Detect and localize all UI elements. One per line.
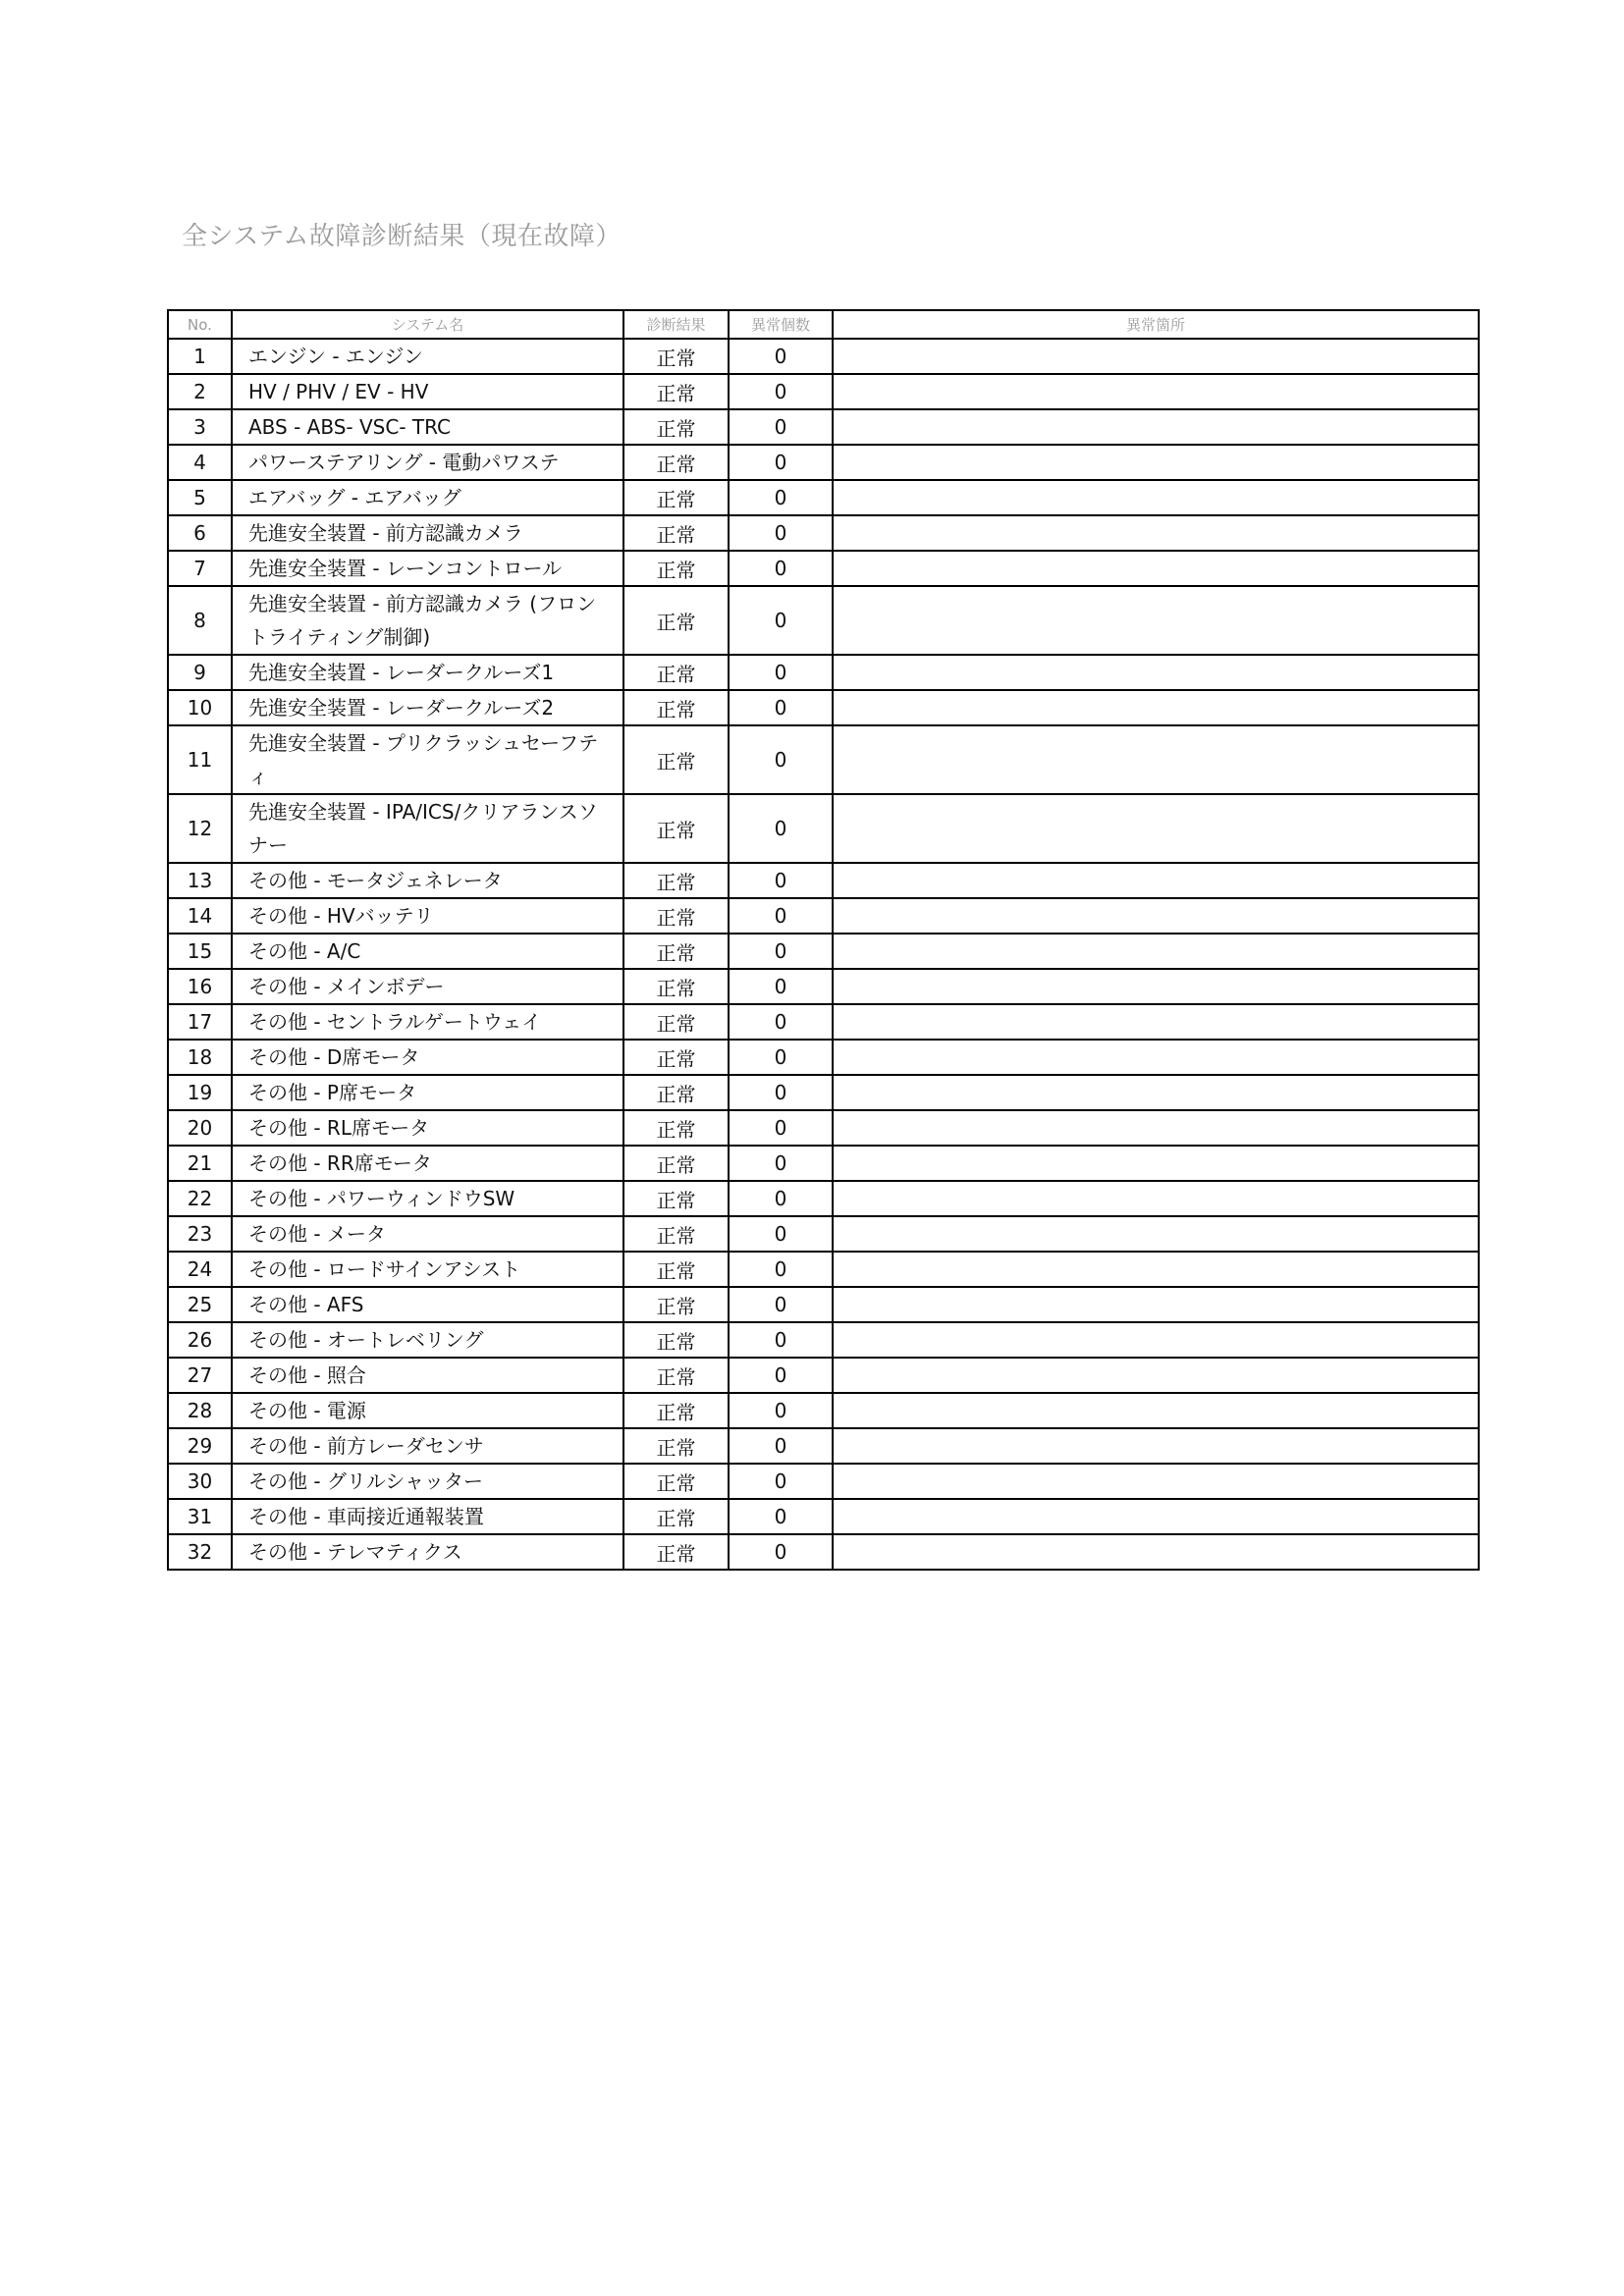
row-detail: [833, 1110, 1479, 1146]
row-no: 32: [168, 1534, 232, 1570]
row-no: 31: [168, 1499, 232, 1534]
row-detail: [833, 1075, 1479, 1110]
row-result: 正常: [623, 1075, 729, 1110]
row-result: 正常: [623, 515, 729, 551]
row-count: 0: [729, 551, 833, 586]
table-row: [168, 586, 1479, 655]
table-row: [168, 969, 1479, 1004]
row-count: 0: [729, 969, 833, 1004]
row-detail: [833, 445, 1479, 480]
row-result: 正常: [623, 1181, 729, 1216]
row-detail: [833, 1252, 1479, 1287]
table-row: [168, 1181, 1479, 1216]
row-count: 0: [729, 1287, 833, 1322]
row-count: 0: [729, 1040, 833, 1075]
row-result: 正常: [623, 1464, 729, 1499]
row-count: 0: [729, 794, 833, 863]
row-detail: [833, 725, 1479, 794]
row-count: 0: [729, 445, 833, 480]
header-system-name: システム名: [232, 310, 623, 339]
table-row: [168, 1393, 1479, 1428]
table-row: [168, 725, 1479, 794]
row-no: 16: [168, 969, 232, 1004]
table-header-row: [168, 310, 1479, 339]
row-system-name: 先進安全装置 - レーダークルーズ1: [232, 655, 623, 690]
row-system-name: その他 - RL席モータ: [232, 1110, 623, 1146]
row-count: 0: [729, 1499, 833, 1534]
table-row: [168, 1146, 1479, 1181]
row-detail: [833, 898, 1479, 934]
row-detail: [833, 1393, 1479, 1428]
row-system-name: その他 - 電源: [232, 1393, 623, 1428]
table-row: [168, 863, 1479, 898]
row-count: 0: [729, 725, 833, 794]
row-count: 0: [729, 690, 833, 725]
row-count: 0: [729, 898, 833, 934]
row-count: 0: [729, 1110, 833, 1146]
row-detail: [833, 1534, 1479, 1570]
row-detail: [833, 586, 1479, 655]
row-system-name: エアバッグ - エアバッグ: [232, 480, 623, 515]
row-result: 正常: [623, 725, 729, 794]
row-no: 18: [168, 1040, 232, 1075]
row-no: 26: [168, 1322, 232, 1358]
table-row: [168, 1040, 1479, 1075]
row-no: 2: [168, 374, 232, 409]
row-system-name: ABS - ABS- VSC- TRC: [232, 409, 623, 445]
row-system-name: その他 - ロードサインアシスト: [232, 1252, 623, 1287]
row-result: 正常: [623, 1216, 729, 1252]
row-detail: [833, 969, 1479, 1004]
row-detail: [833, 409, 1479, 445]
row-system-name: その他 - オートレベリング: [232, 1322, 623, 1358]
row-detail: [833, 515, 1479, 551]
row-result: 正常: [623, 690, 729, 725]
row-no: 22: [168, 1181, 232, 1216]
row-system-name: その他 - テレマティクス: [232, 1534, 623, 1570]
table-row: [168, 339, 1479, 374]
row-system-name: その他 - セントラルゲートウェイ: [232, 1004, 623, 1040]
table-row: [168, 1287, 1479, 1322]
table-row: [168, 1252, 1479, 1287]
row-system-name: その他 - パワーウィンドウSW: [232, 1181, 623, 1216]
row-count: 0: [729, 586, 833, 655]
row-system-name: その他 - メータ: [232, 1216, 623, 1252]
header-detail: 異常箇所: [833, 310, 1479, 339]
table-row: [168, 445, 1479, 480]
row-system-name: 先進安全装置 - レーンコントロール: [232, 551, 623, 586]
row-no: 6: [168, 515, 232, 551]
row-no: 21: [168, 1146, 232, 1181]
table-body: [168, 339, 1479, 1570]
row-system-name: 先進安全装置 - IPA/ICS/クリアランスソナー: [232, 794, 623, 863]
table-row: [168, 409, 1479, 445]
row-count: 0: [729, 409, 833, 445]
row-detail: [833, 374, 1479, 409]
row-result: 正常: [623, 969, 729, 1004]
table-row: [168, 1428, 1479, 1464]
row-result: 正常: [623, 898, 729, 934]
row-no: 13: [168, 863, 232, 898]
row-system-name: HV / PHV / EV - HV: [232, 374, 623, 409]
row-no: 9: [168, 655, 232, 690]
row-count: 0: [729, 863, 833, 898]
row-count: 0: [729, 1146, 833, 1181]
row-system-name: その他 - 前方レーダセンサ: [232, 1428, 623, 1464]
row-no: 12: [168, 794, 232, 863]
row-system-name: パワーステアリング - 電動パワステ: [232, 445, 623, 480]
header-count: 異常個数: [729, 310, 833, 339]
row-no: 20: [168, 1110, 232, 1146]
table-row: [168, 1075, 1479, 1110]
row-count: 0: [729, 1216, 833, 1252]
row-detail: [833, 655, 1479, 690]
row-result: 正常: [623, 374, 729, 409]
row-detail: [833, 690, 1479, 725]
table-row: [168, 898, 1479, 934]
row-count: 0: [729, 1181, 833, 1216]
row-no: 5: [168, 480, 232, 515]
diagnosis-table: [167, 309, 1480, 1571]
row-detail: [833, 934, 1479, 969]
row-result: 正常: [623, 863, 729, 898]
row-count: 0: [729, 1358, 833, 1393]
row-count: 0: [729, 480, 833, 515]
row-no: 7: [168, 551, 232, 586]
table-row: [168, 1216, 1479, 1252]
row-result: 正常: [623, 480, 729, 515]
row-count: 0: [729, 339, 833, 374]
document-title: 全システム故障診断結果（現在故障）: [182, 222, 622, 251]
row-count: 0: [729, 515, 833, 551]
row-no: 14: [168, 898, 232, 934]
row-no: 3: [168, 409, 232, 445]
row-system-name: その他 - モータジェネレータ: [232, 863, 623, 898]
row-detail: [833, 480, 1479, 515]
row-no: 27: [168, 1358, 232, 1393]
row-system-name: その他 - グリルシャッター: [232, 1464, 623, 1499]
row-system-name: その他 - P席モータ: [232, 1075, 623, 1110]
row-no: 28: [168, 1393, 232, 1428]
table-row: [168, 515, 1479, 551]
row-detail: [833, 1428, 1479, 1464]
table-row: [168, 1464, 1479, 1499]
row-result: 正常: [623, 655, 729, 690]
row-detail: [833, 1287, 1479, 1322]
table-row: [168, 1358, 1479, 1393]
row-no: 24: [168, 1252, 232, 1287]
row-system-name: 先進安全装置 - プリクラッシュセーフティ: [232, 725, 623, 794]
row-system-name: その他 - AFS: [232, 1287, 623, 1322]
table-row: [168, 551, 1479, 586]
table-row: [168, 655, 1479, 690]
row-result: 正常: [623, 1393, 729, 1428]
header-result: 診断結果: [623, 310, 729, 339]
row-result: 正常: [623, 1358, 729, 1393]
row-count: 0: [729, 1004, 833, 1040]
row-system-name: その他 - HVバッテリ: [232, 898, 623, 934]
row-no: 25: [168, 1287, 232, 1322]
header-no: No.: [168, 310, 232, 339]
table-row: [168, 1534, 1479, 1570]
row-count: 0: [729, 934, 833, 969]
row-system-name: 先進安全装置 - 前方認識カメラ (フロントライティング制御): [232, 586, 623, 655]
table-row: [168, 794, 1479, 863]
row-no: 29: [168, 1428, 232, 1464]
row-result: 正常: [623, 1146, 729, 1181]
row-result: 正常: [623, 934, 729, 969]
row-result: 正常: [623, 339, 729, 374]
row-no: 17: [168, 1004, 232, 1040]
row-no: 30: [168, 1464, 232, 1499]
row-result: 正常: [623, 1428, 729, 1464]
row-system-name: 先進安全装置 - レーダークルーズ2: [232, 690, 623, 725]
table-row: [168, 1499, 1479, 1534]
row-no: 23: [168, 1216, 232, 1252]
row-system-name: その他 - A/C: [232, 934, 623, 969]
row-no: 8: [168, 586, 232, 655]
table-row: [168, 1004, 1479, 1040]
table-row: [168, 1322, 1479, 1358]
row-no: 10: [168, 690, 232, 725]
row-detail: [833, 1004, 1479, 1040]
row-result: 正常: [623, 551, 729, 586]
row-detail: [833, 339, 1479, 374]
row-result: 正常: [623, 1252, 729, 1287]
row-count: 0: [729, 1075, 833, 1110]
table-row: [168, 480, 1479, 515]
row-result: 正常: [623, 1040, 729, 1075]
row-result: 正常: [623, 1534, 729, 1570]
row-result: 正常: [623, 1110, 729, 1146]
row-count: 0: [729, 1428, 833, 1464]
row-detail: [833, 1322, 1479, 1358]
row-no: 11: [168, 725, 232, 794]
row-system-name: その他 - メインボデー: [232, 969, 623, 1004]
row-system-name: エンジン - エンジン: [232, 339, 623, 374]
row-no: 1: [168, 339, 232, 374]
row-system-name: その他 - 照合: [232, 1358, 623, 1393]
row-count: 0: [729, 1534, 833, 1570]
row-result: 正常: [623, 1287, 729, 1322]
row-detail: [833, 1464, 1479, 1499]
row-result: 正常: [623, 794, 729, 863]
row-system-name: その他 - RR席モータ: [232, 1146, 623, 1181]
row-detail: [833, 1181, 1479, 1216]
row-count: 0: [729, 374, 833, 409]
row-system-name: 先進安全装置 - 前方認識カメラ: [232, 515, 623, 551]
row-count: 0: [729, 1252, 833, 1287]
row-no: 19: [168, 1075, 232, 1110]
row-detail: [833, 551, 1479, 586]
row-result: 正常: [623, 1004, 729, 1040]
row-system-name: その他 - D席モータ: [232, 1040, 623, 1075]
row-result: 正常: [623, 409, 729, 445]
row-count: 0: [729, 1464, 833, 1499]
row-count: 0: [729, 655, 833, 690]
table-row: [168, 934, 1479, 969]
table-row: [168, 374, 1479, 409]
row-system-name: その他 - 車両接近通報装置: [232, 1499, 623, 1534]
row-no: 4: [168, 445, 232, 480]
row-result: 正常: [623, 586, 729, 655]
table-row: [168, 690, 1479, 725]
row-result: 正常: [623, 445, 729, 480]
table-row: [168, 1110, 1479, 1146]
row-detail: [833, 863, 1479, 898]
row-result: 正常: [623, 1499, 729, 1534]
row-detail: [833, 1040, 1479, 1075]
row-detail: [833, 794, 1479, 863]
row-no: 15: [168, 934, 232, 969]
row-result: 正常: [623, 1322, 729, 1358]
row-detail: [833, 1216, 1479, 1252]
row-detail: [833, 1499, 1479, 1534]
row-detail: [833, 1146, 1479, 1181]
row-detail: [833, 1358, 1479, 1393]
row-count: 0: [729, 1393, 833, 1428]
row-count: 0: [729, 1322, 833, 1358]
